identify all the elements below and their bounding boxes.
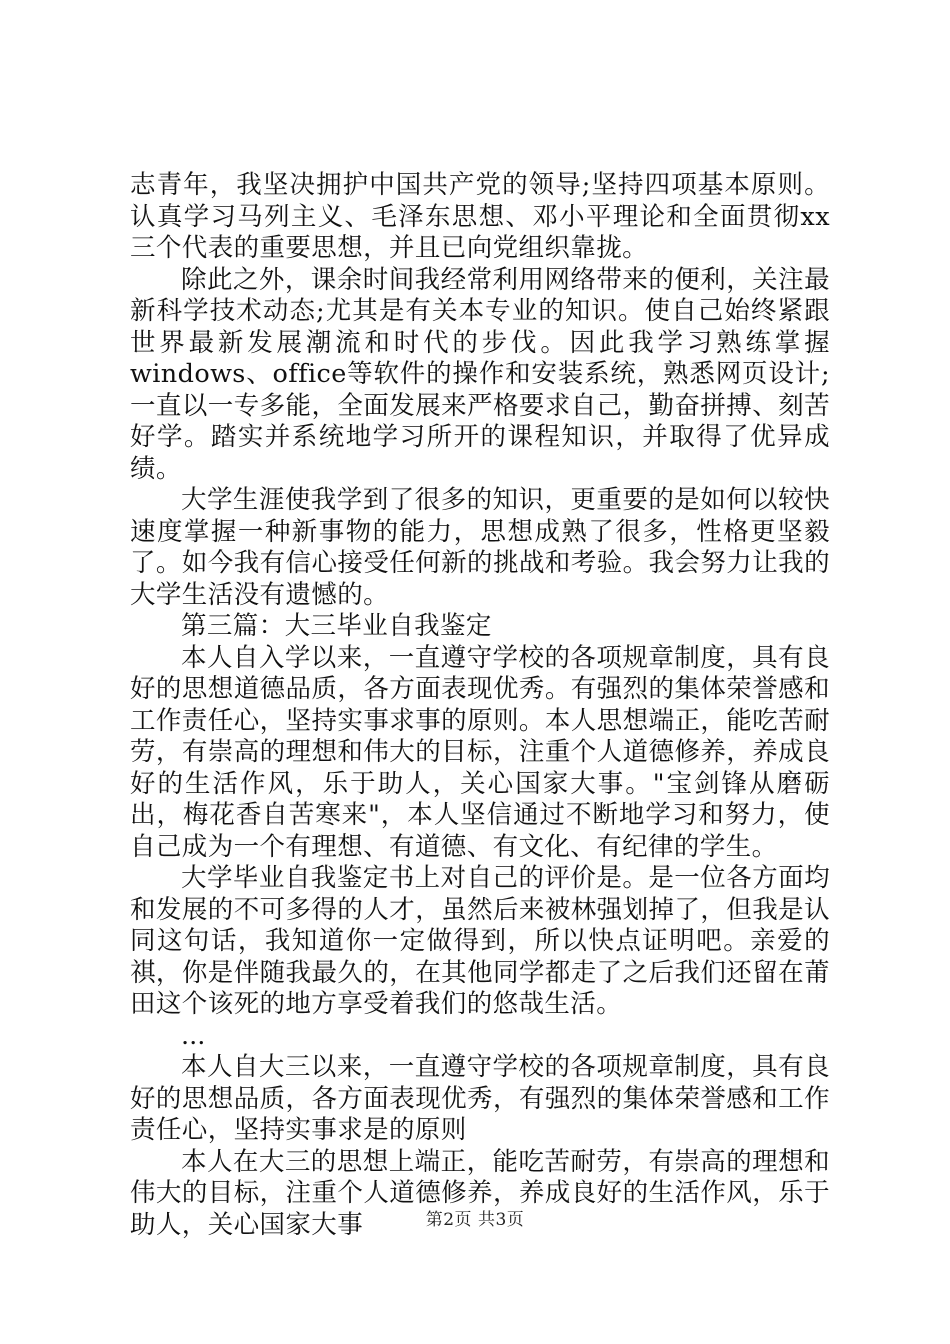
paragraph: 本人在大三的思想上端正，能吃苦耐劳，有崇高的理想和伟大的目标，注重个人道德修养，养成良好的生活作风，乐于助人，关心国家大事	[130, 1146, 830, 1240]
paragraph: 大学生涯使我学到了很多的知识，更重要的是如何以较快速度掌握一种新事物的能力，思想成熟了很多，性格更坚毅了。如今我有信心接受任何新的挑战和考验。我会努力让我的大学生活没有遗憾的。	[130, 485, 830, 610]
paragraph: 大学毕业自我鉴定书上对自己的评价是。是一位各方面均和发展的不可多得的人才，虽然后来被林强划掉了，但我是认同这句话，我知道你一定做得到，所以快点证明吧。亲爱的祺，你是伴随我最久的，在其他同学都走了之后我们还留在莆田这个该死的地方享受着我们的悠哉生活。	[130, 863, 830, 1019]
paragraph: 本人自大三以来，一直遵守学校的各项规章制度，具有良好的思想品质，各方面表现优秀，有强烈的集体荣誉感和工作责任心，坚持实事求是的原则	[130, 1052, 830, 1145]
paragraph: 本人自入学以来，一直遵守学校的各项规章制度，具有良好的思想道德品质，各方面表现优秀。有强烈的集体荣誉感和工作责任心，坚持实事求事的原则。本人思想端正，能吃苦耐劳，有崇高的理想和伟大的目标，注重个人道德修养，养成良好的生活作风，乐于助人，关心国家大事。"宝剑锋从磨砺出，梅花香自苦寒来"，本人坚信通过不断地学习和努力，使自己成为一个有理想、有道德、有文化、有纪律的学生。	[130, 642, 830, 862]
paragraph: 志青年，我坚决拥护中国共产党的领导;坚持四项基本原则。认真学习马列主义、毛泽东思想、邓小平理论和全面贯彻xx三个代表的重要思想，并且已向党组织靠拢。	[130, 170, 830, 263]
document-body	[130, 170, 830, 1241]
page-number-footer: 第2页 共3页	[425, 1210, 525, 1230]
section-heading: 第三篇：大三毕业自我鉴定	[181, 611, 492, 641]
paragraph: 除此之外，课余时间我经常利用网络带来的便利，关注最新科学技术动态;尤其是有关本专业的知识。使自己始终紧跟世界最新发展潮流和时代的步伐。因此我学习熟练掌握windows、office等软件的操作和安装系统，熟悉网页设计;一直以一专多能，全面发展来严格要求自己，勤奋拼搏、刻苦好学。踏实并系统地学习所开的课程知识，并取得了优异成绩。	[130, 264, 830, 484]
ellipsis: ...	[181, 1020, 206, 1051]
